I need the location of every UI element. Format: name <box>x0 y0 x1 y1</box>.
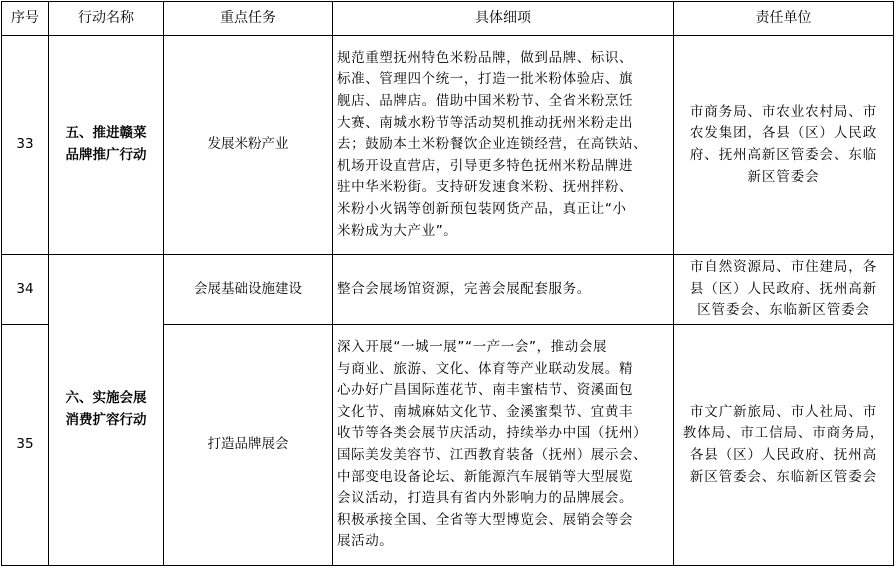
table-row <box>2 255 894 325</box>
row-number: 34 <box>2 255 49 325</box>
header-action: 行动名称 <box>49 2 164 36</box>
header-detail: 具体细项 <box>333 2 674 36</box>
action-name: 六、实施会展 消费扩容行动 <box>49 255 164 566</box>
responsible-unit: 市商务局、市农业农村局、市 农发集团，各县（区）人民政 府、抚州高新区管委会、东临 新区管委会 <box>674 36 894 255</box>
table-row <box>2 36 894 255</box>
task-table <box>1 1 894 566</box>
header-no: 序号 <box>2 2 49 36</box>
responsible-unit: 市自然资源局、市住建局，各 县（区）人民政府、抚州高新 区管委会、东临新区管委会 <box>674 255 894 325</box>
detail: 规范重塑抚州特色米粉品牌，做到品牌、标识、 标准、管理四个统一，打造一批米粉体验店、旗 舰店、品牌店。借助中国米粉节、全省米粉烹饪 大赛、南城水粉节等活动契机推动抚州米粉走出 去；鼓励本土米粉餐饮企业连锁经营，在高铁站、 机场开设直营店，引导更多特色抚州米粉品牌进 驻中华米粉街。支持研发速食米粉、抚州拌粉、 米粉小火锅等创新预包装网货产品，真正让“小 米粉成为大产业”。 <box>333 36 674 255</box>
header-task: 重点任务 <box>164 2 333 36</box>
detail: 深入开展“一城一展”“一产一会”，推动会展 与商业、旅游、文化、体育等产业联动发展。精 心办好广昌国际莲花节、南丰蜜桔节、资溪面包 文化节、南城麻姑文化节、金溪蜜梨节、宜黄丰 收节等各类会展节庆活动，持续举办中国（抚州） 国际美发美容节、江西教育装备（抚州）展示会、 中部变电设备论坛、新能源汽车展销等大型展览 会议活动，打造具有省内外影响力的品牌展会。 积极承接全国、全省等大型博览会、展销会等会 展活动。 <box>333 325 674 566</box>
action-name: 五、推进赣菜 品牌推广行动 <box>49 36 164 255</box>
key-task: 发展米粉产业 <box>164 36 333 255</box>
row-number: 35 <box>2 325 49 566</box>
responsible-unit: 市文广新旅局、市人社局、市 教体局、市工信局、市商务局， 各县（区）人民政府、抚州高 新区管委会、东临新区管委会 <box>674 325 894 566</box>
key-task: 打造品牌展会 <box>164 325 333 566</box>
key-task: 会展基础设施建设 <box>164 255 333 325</box>
detail: 整合会展场馆资源，完善会展配套服务。 <box>333 255 674 325</box>
row-number: 33 <box>2 36 49 255</box>
header-row <box>2 2 894 36</box>
header-unit: 责任单位 <box>674 2 894 36</box>
